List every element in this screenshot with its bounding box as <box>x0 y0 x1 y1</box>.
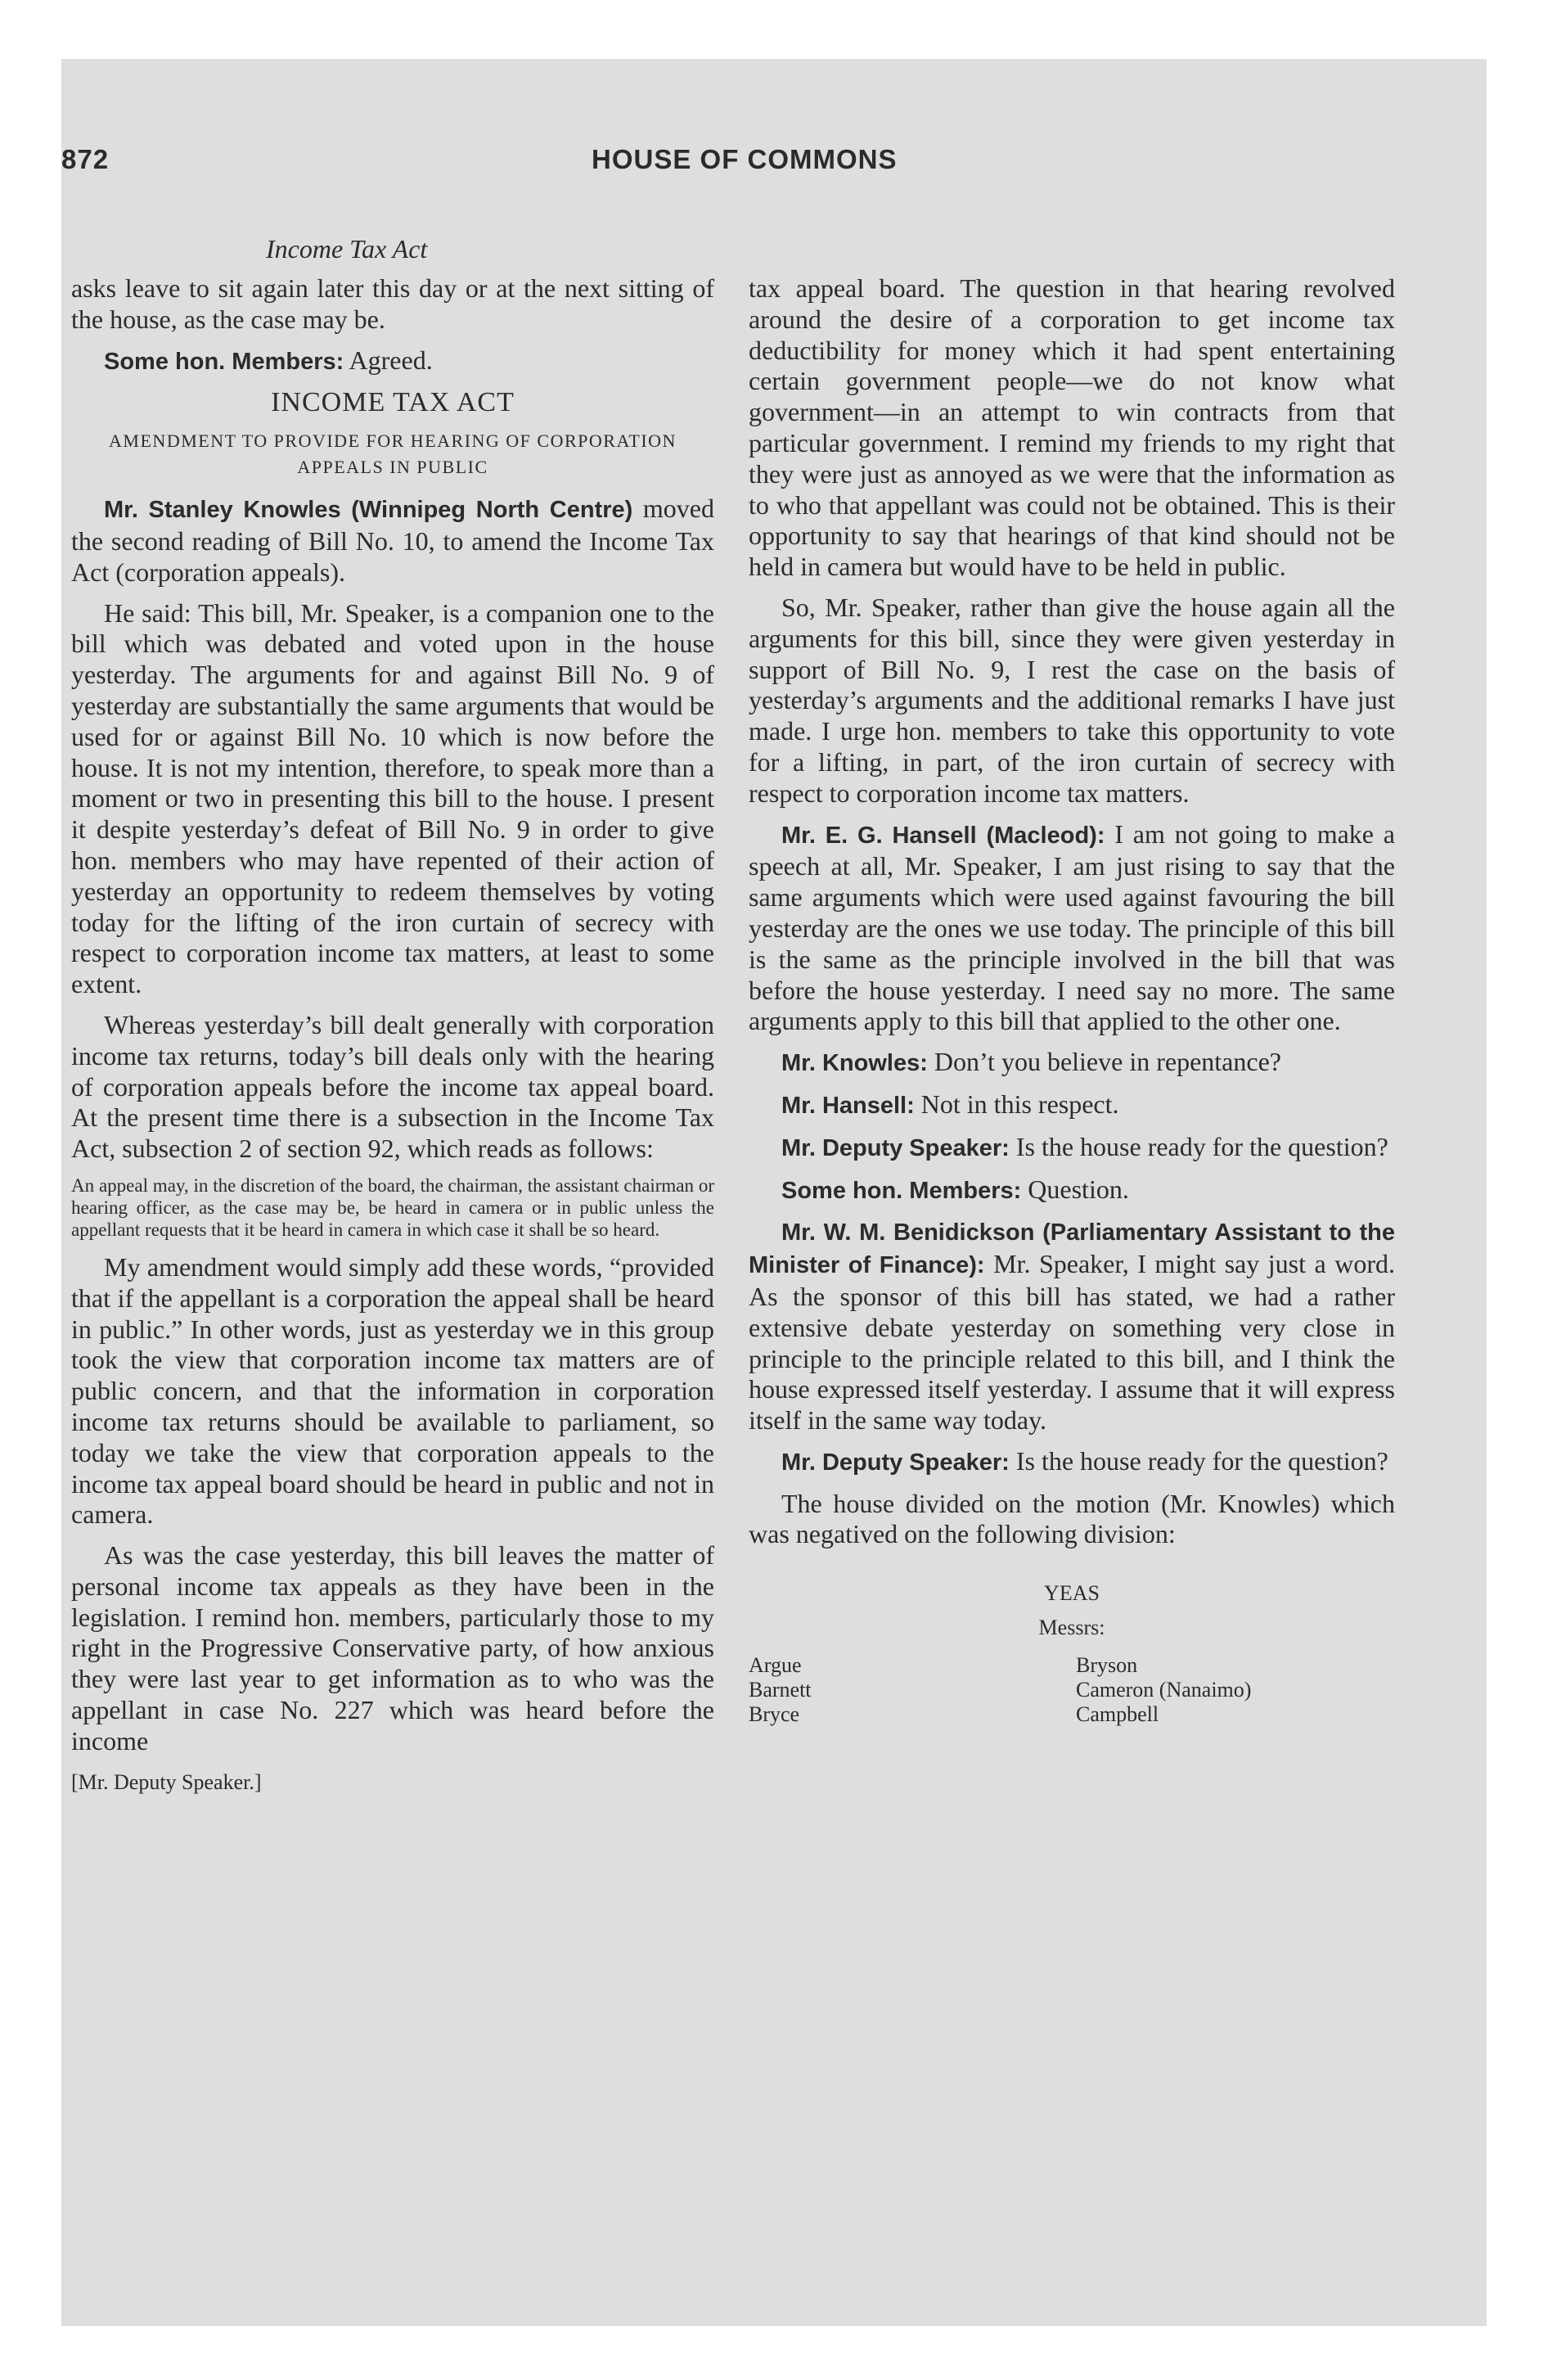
member-name: Cameron (Nanaimo) <box>1076 1677 1252 1702</box>
page-title: HOUSE OF COMMONS <box>592 144 898 174</box>
speech-text: Don’t you believe in repentance? <box>927 1047 1281 1077</box>
speech-text: Agreed. <box>344 345 433 375</box>
paragraph: Whereas yesterday’s bill dealt generally with corporation income tax returns, today’s bill deals only with the hearing of corporation appeals before the income tax appeal board. At the present time there is a subsection in the Income Tax Act, subsection 2 of section 92, which reads as follows: <box>71 1009 714 1164</box>
section-subheading: AMENDMENT TO PROVIDE FOR HEARING OF CORPORATION APPEALS IN PUBLIC <box>109 430 677 478</box>
page <box>61 59 1487 2326</box>
speech-text: moved the second reading of Bill No. 10, to amend the Income Tax Act (corporation appeals). <box>71 494 714 587</box>
right-column <box>749 273 1395 1727</box>
speaker-name: Mr. Deputy Speaker: <box>781 1449 1010 1476</box>
names-column-2 <box>1076 1653 1251 1727</box>
paragraph: So, Mr. Speaker, rather than give the house again all the arguments for this bill, since they were given yesterday in support of Bill No. 9, I rest the case on the basis of yesterday’s arguments and the additional remarks I have just made. I urge hon. members to take this opportunity to vote for a lifting, in part, of the iron curtain of secrecy with respect to corporation income tax matters. <box>749 592 1395 808</box>
names-column-1 <box>749 1653 1076 1727</box>
speech-text: Question. <box>1021 1174 1129 1204</box>
speaker-name: Mr. E. G. Hansell (Macleod): <box>781 822 1105 849</box>
paragraph <box>749 819 1395 1038</box>
messrs-label: Messrs: <box>1038 1616 1105 1640</box>
speech-text: Is the house ready for the question? <box>1009 1445 1388 1476</box>
yeas-heading: YEAS <box>1044 1581 1100 1606</box>
speech-text: Is the house ready for the question? <box>1009 1131 1388 1161</box>
paragraph: The house divided on the motion (Mr. Knowles) which was negatived on the following division: <box>749 1488 1395 1549</box>
speaker-name: Some hon. Members: <box>781 1177 1022 1204</box>
paragraph <box>749 1089 1395 1122</box>
left-column <box>71 273 714 1797</box>
footer-note: [Mr. Deputy Speaker.] <box>71 1769 262 1794</box>
speaker-name: Mr. Knowles: <box>781 1050 928 1077</box>
section-heading: INCOME TAX ACT <box>271 387 515 418</box>
paragraph <box>749 1132 1395 1165</box>
speech-text: Not in this respect. <box>914 1089 1119 1119</box>
member-name: Barnett <box>749 1677 812 1702</box>
paragraph <box>749 1174 1395 1207</box>
paragraph: asks leave to sit again later this day or at the next sitting of the house, as the case may be. <box>71 273 714 334</box>
names-list <box>749 1653 1395 1727</box>
speaker-name: Mr. Deputy Speaker: <box>781 1134 1010 1161</box>
page-number: 872 <box>61 144 110 174</box>
speech-text: Mr. Speaker, I might say just a word. As the sponsor of this bill has stated, we had a rather extensive debate yesterday on something very close in principle to the principle related to this bill, and I think the house expressed itself yesterday. I assume that it will express itself in the same way today. <box>749 1249 1395 1436</box>
paragraph: My amendment would simply add these words, “provided that if the appellant is a corporation the appeal shall be heard in public.” In other words, just as yesterday we in this group took the view that corporation income tax matters are of public concern, and that the information in corporation income tax returns should be available to parliament, so today we take the view that corporation appeals to the income tax appeal board should be heard in public and not in camera. <box>71 1251 714 1530</box>
member-name: Bryson <box>1076 1652 1138 1677</box>
speaker-name: Some hon. Members: <box>104 348 344 375</box>
paragraph <box>71 494 714 588</box>
block-quote: An appeal may, in the discretion of the board, the chairman, the assistant chairman or hearing officer, as the case may be, be heard in camera or in public unless the appellant requests that it be heard in camera in which case it shall be so heard. <box>71 1174 714 1240</box>
speaker-name: Mr. Hansell: <box>781 1092 915 1119</box>
paragraph <box>749 1446 1395 1479</box>
paragraph: tax appeal board. The question in that hearing revolved around the desire of a corporation to get income tax deductibility for money which it had spent entertaining certain government people—we do not know what government—in an attempt to win contracts from that particular government. I remind my friends to my right that they were just as annoyed as we were that the information as to who that appellant was could not be obtained. This is their opportunity to say that hearings of that kind should not be held in camera but would have to be held in public. <box>749 273 1395 582</box>
paragraph: As was the case yesterday, this bill leaves the matter of personal income tax appeals as they have been in the legislation. I remind hon. members, particularly those to my right in the Progressive Conservative party, of how anxious they were last year to get information as to who was the appellant in case No. 227 which was heard before the income <box>71 1540 714 1756</box>
paragraph: He said: This bill, Mr. Speaker, is a companion one to the bill which was debated and voted upon in the house yesterday. The arguments for and against Bill No. 9 of yesterday are substantially the same arguments that would be used for or against Bill No. 10 which is now before the house. It is not my intention, therefore, to speak more than a moment or two in presenting this bill to the house. I present it despite yesterday’s defeat of Bill No. 9 in order to give hon. members who may have repented of their action of yesterday an opportunity to redeem themselves by voting today for the lifting of the iron curtain of secrecy with respect to corporation income tax matters, at least to some extent. <box>71 597 714 999</box>
member-name: Argue <box>749 1652 802 1677</box>
member-name: Bryce <box>749 1702 800 1726</box>
speaker-name: Mr. W. M. Benidickson (Parliamentary Assistant to the Minister of Finance): <box>749 1219 1395 1279</box>
paragraph <box>749 1047 1395 1080</box>
paragraph <box>749 1216 1395 1436</box>
paragraph <box>71 345 714 378</box>
running-subtitle: Income Tax Act <box>266 234 428 264</box>
speech-text: I am not going to make a speech at all, Mr. Speaker, I am just rising to say that the same arguments which were used against favouring the bill yesterday are the ones we use today. The principle of this bill is the same as the principle involved in the bill that was before the house yesterday. I need say no more. The same arguments apply to this bill that applied to the other one. <box>749 818 1395 1036</box>
member-name: Campbell <box>1076 1702 1159 1726</box>
speaker-name: Mr. Stanley Knowles (Winnipeg North Centre) <box>104 497 633 524</box>
